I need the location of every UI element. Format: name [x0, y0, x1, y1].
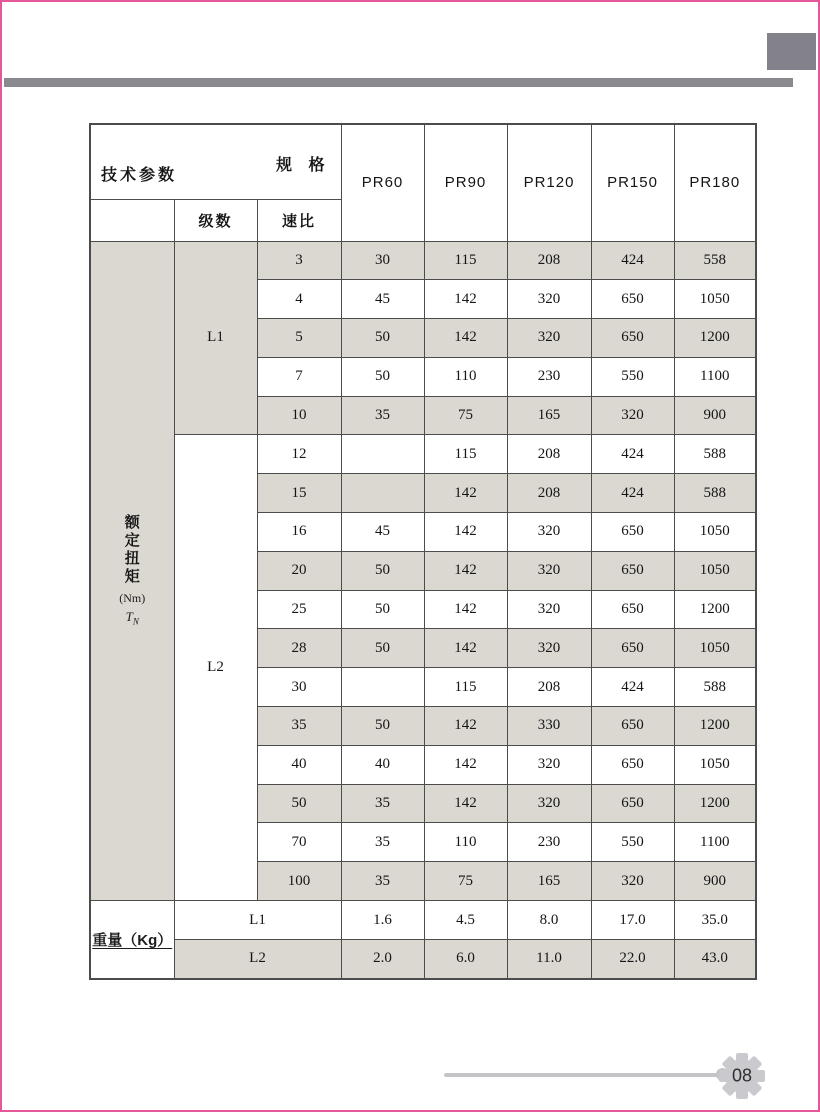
- ratio-cell: 40: [257, 745, 341, 784]
- value-cell: 142: [424, 280, 507, 319]
- value-cell: 550: [591, 357, 674, 396]
- value-cell: 35: [341, 862, 424, 901]
- value-cell: 50: [341, 629, 424, 668]
- value-cell: 35: [341, 396, 424, 435]
- value-cell: 1200: [674, 590, 756, 629]
- value-cell: 142: [424, 474, 507, 513]
- column-header-pr60: PR60: [341, 124, 424, 241]
- value-cell: 50: [341, 707, 424, 746]
- value-cell: 35: [341, 784, 424, 823]
- torque-symbol-sub: N: [132, 617, 139, 628]
- value-cell: 50: [341, 590, 424, 629]
- value-cell: 142: [424, 551, 507, 590]
- torque-char: 额: [124, 514, 140, 532]
- value-cell: 142: [424, 707, 507, 746]
- ratio-cell: 25: [257, 590, 341, 629]
- value-cell: 75: [424, 862, 507, 901]
- value-cell: 142: [424, 784, 507, 823]
- value-cell: 75: [424, 396, 507, 435]
- ratio-cell: 100: [257, 862, 341, 901]
- weight-value-cell: 35.0: [674, 901, 756, 940]
- ratio-cell: 10: [257, 396, 341, 435]
- value-cell: 424: [591, 474, 674, 513]
- ratio-cell: 12: [257, 435, 341, 474]
- value-cell: 142: [424, 319, 507, 358]
- torque-char: 定: [124, 532, 140, 550]
- value-cell: 650: [591, 745, 674, 784]
- value-cell: 142: [424, 629, 507, 668]
- torque-label: [91, 514, 174, 627]
- value-cell: 1200: [674, 707, 756, 746]
- header-ratio-label: 速比: [257, 199, 341, 241]
- value-cell: 208: [507, 668, 591, 707]
- ratio-cell: 5: [257, 319, 341, 358]
- column-header-pr180: PR180: [674, 124, 756, 241]
- value-cell: 50: [341, 551, 424, 590]
- value-cell: [341, 435, 424, 474]
- value-cell: 208: [507, 435, 591, 474]
- value-cell: [341, 474, 424, 513]
- corner-param-label: 技术参数: [101, 166, 178, 184]
- value-cell: 650: [591, 590, 674, 629]
- value-cell: 650: [591, 513, 674, 552]
- table-corner-cell: [90, 124, 341, 199]
- value-cell: 320: [507, 590, 591, 629]
- ratio-cell: 7: [257, 357, 341, 396]
- value-cell: 650: [591, 784, 674, 823]
- ratio-cell: 35: [257, 707, 341, 746]
- value-cell: 230: [507, 823, 591, 862]
- value-cell: 45: [341, 513, 424, 552]
- value-cell: 320: [507, 784, 591, 823]
- value-cell: 1100: [674, 823, 756, 862]
- value-cell: 1050: [674, 513, 756, 552]
- value-cell: 110: [424, 357, 507, 396]
- value-cell: 650: [591, 629, 674, 668]
- value-cell: 165: [507, 862, 591, 901]
- value-cell: 588: [674, 435, 756, 474]
- value-cell: 900: [674, 396, 756, 435]
- stage-cell-l2: L2: [174, 435, 257, 901]
- value-cell: 650: [591, 319, 674, 358]
- weight-value-cell: 2.0: [341, 940, 424, 979]
- ratio-cell: 4: [257, 280, 341, 319]
- value-cell: 115: [424, 668, 507, 707]
- value-cell: 110: [424, 823, 507, 862]
- value-cell: 1050: [674, 280, 756, 319]
- table-row: [90, 435, 756, 474]
- weight-value-cell: 43.0: [674, 940, 756, 979]
- header-stage-label: 级数: [174, 199, 257, 241]
- value-cell: 165: [507, 396, 591, 435]
- stage-cell-l1: L1: [174, 241, 257, 435]
- value-cell: 115: [424, 241, 507, 280]
- value-cell: 208: [507, 241, 591, 280]
- value-cell: 230: [507, 357, 591, 396]
- header-empty-cell: [90, 199, 174, 241]
- weight-value-cell: 4.5: [424, 901, 507, 940]
- value-cell: 320: [507, 319, 591, 358]
- value-cell: 30: [341, 241, 424, 280]
- weight-row: [90, 901, 756, 940]
- value-cell: 40: [341, 745, 424, 784]
- weight-value-cell: 17.0: [591, 901, 674, 940]
- ratio-cell: 20: [257, 551, 341, 590]
- weight-label: 重量（Kg）: [92, 931, 173, 949]
- weight-value-cell: 11.0: [507, 940, 591, 979]
- weight-stage-cell: L2: [174, 940, 341, 979]
- value-cell: [341, 668, 424, 707]
- value-cell: 142: [424, 590, 507, 629]
- torque-char: 扭: [124, 550, 140, 568]
- value-cell: 320: [507, 745, 591, 784]
- weight-value-cell: 1.6: [341, 901, 424, 940]
- column-header-pr150: PR150: [591, 124, 674, 241]
- value-cell: 550: [591, 823, 674, 862]
- ratio-cell: 16: [257, 513, 341, 552]
- value-cell: 320: [507, 513, 591, 552]
- value-cell: 1050: [674, 551, 756, 590]
- value-cell: 424: [591, 435, 674, 474]
- ratio-cell: 28: [257, 629, 341, 668]
- value-cell: 900: [674, 862, 756, 901]
- torque-label-cell: [90, 241, 174, 901]
- torque-symbol-main: T: [125, 609, 133, 625]
- value-cell: 330: [507, 707, 591, 746]
- weight-value-cell: 6.0: [424, 940, 507, 979]
- value-cell: 1100: [674, 357, 756, 396]
- value-cell: 588: [674, 474, 756, 513]
- value-cell: 142: [424, 745, 507, 784]
- value-cell: 1200: [674, 784, 756, 823]
- column-header-pr90: PR90: [424, 124, 507, 241]
- value-cell: 558: [674, 241, 756, 280]
- value-cell: 50: [341, 319, 424, 358]
- value-cell: 650: [591, 280, 674, 319]
- value-cell: 1050: [674, 745, 756, 784]
- footer-rule-line: [444, 1073, 720, 1077]
- spec-table: [89, 123, 757, 980]
- weight-value-cell: 8.0: [507, 901, 591, 940]
- value-cell: 320: [507, 280, 591, 319]
- value-cell: 320: [591, 862, 674, 901]
- torque-unit: (Nm): [119, 591, 146, 606]
- value-cell: 142: [424, 513, 507, 552]
- value-cell: 320: [507, 551, 591, 590]
- value-cell: 115: [424, 435, 507, 474]
- header-rule-bar: [4, 78, 793, 87]
- value-cell: 35: [341, 823, 424, 862]
- corner-spec-label: 规 格: [276, 157, 331, 174]
- value-cell: 1050: [674, 629, 756, 668]
- ratio-cell: 15: [257, 474, 341, 513]
- gear-icon: [717, 1051, 767, 1101]
- weight-value-cell: 22.0: [591, 940, 674, 979]
- ratio-cell: 30: [257, 668, 341, 707]
- value-cell: 1200: [674, 319, 756, 358]
- header-row-1: [90, 124, 756, 199]
- column-header-pr120: PR120: [507, 124, 591, 241]
- value-cell: 320: [591, 396, 674, 435]
- torque-symbol: [126, 609, 139, 627]
- ratio-cell: 3: [257, 241, 341, 280]
- weight-row: [90, 940, 756, 979]
- page-number: 08: [731, 1065, 753, 1086]
- value-cell: 424: [591, 241, 674, 280]
- value-cell: 588: [674, 668, 756, 707]
- ratio-cell: 70: [257, 823, 341, 862]
- value-cell: 320: [507, 629, 591, 668]
- torque-char: 矩: [124, 568, 140, 586]
- value-cell: 650: [591, 707, 674, 746]
- weight-stage-cell: L1: [174, 901, 341, 940]
- value-cell: 424: [591, 668, 674, 707]
- weight-label-cell: [90, 901, 174, 979]
- value-cell: 50: [341, 357, 424, 396]
- value-cell: 45: [341, 280, 424, 319]
- header-corner-block: [767, 33, 816, 70]
- table-row: [90, 241, 756, 280]
- ratio-cell: 50: [257, 784, 341, 823]
- value-cell: 650: [591, 551, 674, 590]
- value-cell: 208: [507, 474, 591, 513]
